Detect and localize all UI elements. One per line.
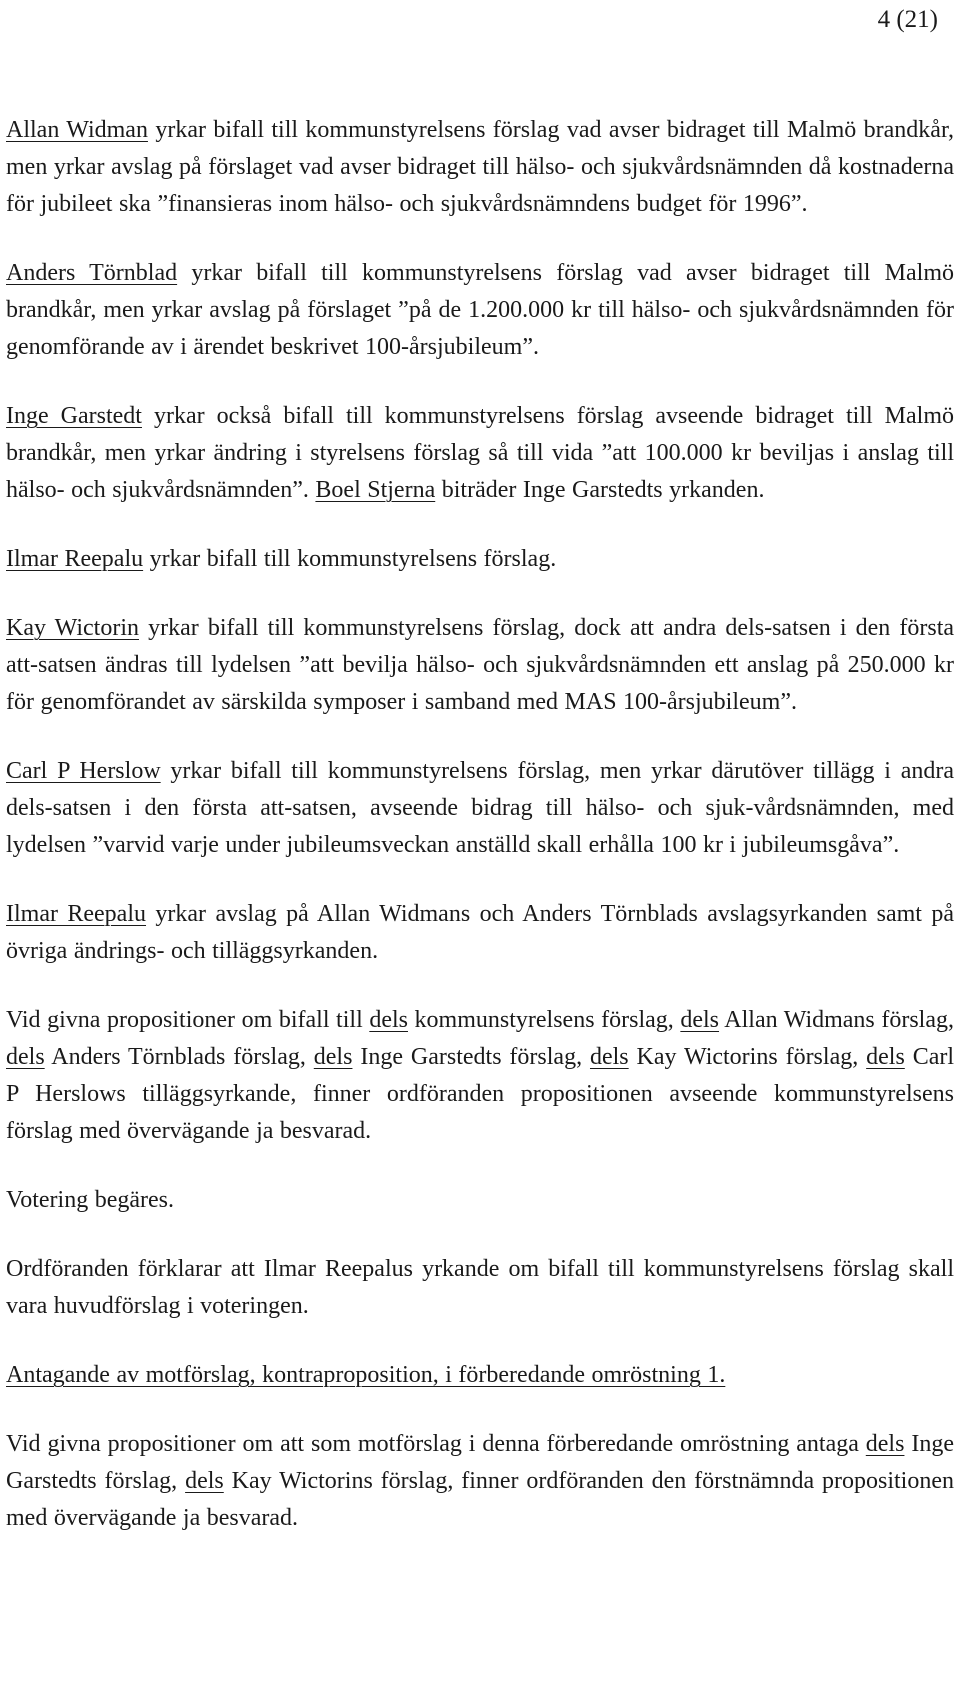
paragraph-text: yrkar bifall till kommunstyrelsens förslag, men yrkar därutöver tillägg i andra dels-satsen i den första att-satsen, avseende bidrag till hälso- och sjuk-vårdsnämnden, med lydelsen ”varvid varje under jubileumsveckan anställd skall erhålla 100 kr i jubileumsgåva”. [6, 758, 955, 858]
text-segment: Anders Törnblads förslag, [44, 1044, 314, 1070]
paragraph-text: yrkar också bifall till kommunstyrelsens förslag avseende bidraget till Malmö brandkår, men yrkar ändring i styrelsens förslag så till vida ”att 100.000 kr beviljas i anslag till hälso- och sjukvårdsnämnden”. [6, 403, 954, 503]
dels-keyword: dels [313, 1044, 353, 1070]
paragraph-text: yrkar avslag på Allan Widmans och Anders Törnblads avslagsyrkanden samt på övriga ändrings- och tilläggsyrkanden. [6, 901, 955, 964]
dels-keyword: dels [589, 1044, 629, 1070]
text-segment: Kay Wictorins förslag, finner ordföranden den förstnämnda propositionen med övervägande ja besvarad. [6, 1468, 954, 1531]
paragraph-text: biträder Inge Garstedts yrkanden. [435, 477, 765, 503]
heading-text: Antagande av motförslag, kontraproposition, i förberedande omröstning 1. [6, 1362, 726, 1388]
dels-keyword: dels [680, 1007, 720, 1033]
text-segment: Inge Garstedts förslag, [352, 1044, 590, 1070]
speaker-name: Ilmar Reepalu [6, 546, 144, 572]
paragraph-herslow [6, 753, 954, 864]
paragraph-reepalu-2 [6, 896, 954, 970]
paragraph-text: yrkar bifall till kommunstyrelsens förslag, dock att andra dels-satsen i den första att-satsen ändras till lydelsen ”att bevilja hälso- och sjukvårdsnämnden ett anslag på 250.000 kr för genomförandet av särskilda symposer i samband med MAS 100-årsjubileum”. [6, 615, 955, 715]
speaker-name: Boel Stjerna [315, 477, 436, 503]
section-heading [6, 1357, 954, 1394]
dels-keyword: dels [6, 1044, 45, 1070]
paragraph-text: Votering begäres. [6, 1187, 175, 1213]
paragraph-reepalu-1 [6, 541, 954, 578]
text-segment: kommunstyrelsens förslag, [407, 1007, 681, 1033]
paragraph-motforslag [6, 1426, 954, 1537]
speaker-name: Kay Wictorin [6, 615, 139, 641]
text-segment: Kay Wictorins förslag, [628, 1044, 867, 1070]
text-segment: Vid givna propositioner om att som motförslag i denna förberedande omröstning antaga [6, 1431, 866, 1457]
speaker-name: Allan Widman [6, 117, 148, 143]
dels-keyword: dels [185, 1468, 224, 1494]
dels-keyword: dels [369, 1007, 408, 1033]
text-segment: Inge Garstedts förslag, [6, 1431, 954, 1494]
paragraph-garstedt [6, 398, 954, 509]
speaker-name: Anders Törnblad [6, 260, 178, 286]
paragraph-propositioner [6, 1002, 954, 1150]
dels-keyword: dels [865, 1431, 905, 1457]
paragraph-text: Ordföranden förklarar att Ilmar Reepalus yrkande om bifall till kommunstyrelsens förslag skall vara huvudförslag i voteringen. [6, 1256, 954, 1319]
paragraph-text: yrkar bifall till kommunstyrelsens förslag vad avser bidraget till Malmö brandkår, men yrkar avslag på förslaget ”på de 1.200.000 kr till hälso- och sjukvårdsnämnden för genomförande av i ärendet beskrivet 100-årsjubileum”. [6, 260, 955, 360]
paragraph-text: yrkar bifall till kommunstyrelsens förslag. [143, 546, 557, 572]
page-number: 4 (21) [877, 6, 938, 33]
paragraph-tornblad [6, 255, 954, 366]
speaker-name: Ilmar Reepalu [6, 901, 147, 927]
speaker-name: Carl P Herslow [6, 758, 161, 784]
document-body [6, 112, 954, 1569]
text-segment: Vid givna propositioner om bifall till [6, 1007, 370, 1033]
text-segment: Carl P Herslows tilläggsyrkande, finner ordföranden propositionen avseende kommunstyrelsens förslag med övervägande ja besvarad. [6, 1044, 955, 1144]
paragraph-widman [6, 112, 954, 223]
paragraph-wictorin [6, 610, 954, 721]
speaker-name: Inge Garstedt [6, 403, 142, 429]
paragraph-ordforanden [6, 1251, 954, 1325]
paragraph-text: yrkar bifall till kommunstyrelsens förslag vad avser bidraget till Malmö brandkår, men yrkar avslag på förslaget vad avser bidraget till hälso- och sjukvårdsnämnden då kostnaderna för jubileet ska ”finansieras inom hälso- och sjukvårdsnämndens budget för 1996”. [6, 117, 954, 217]
paragraph-votering [6, 1182, 954, 1219]
text-segment: Allan Widmans förslag, [719, 1007, 954, 1033]
dels-keyword: dels [866, 1044, 905, 1070]
